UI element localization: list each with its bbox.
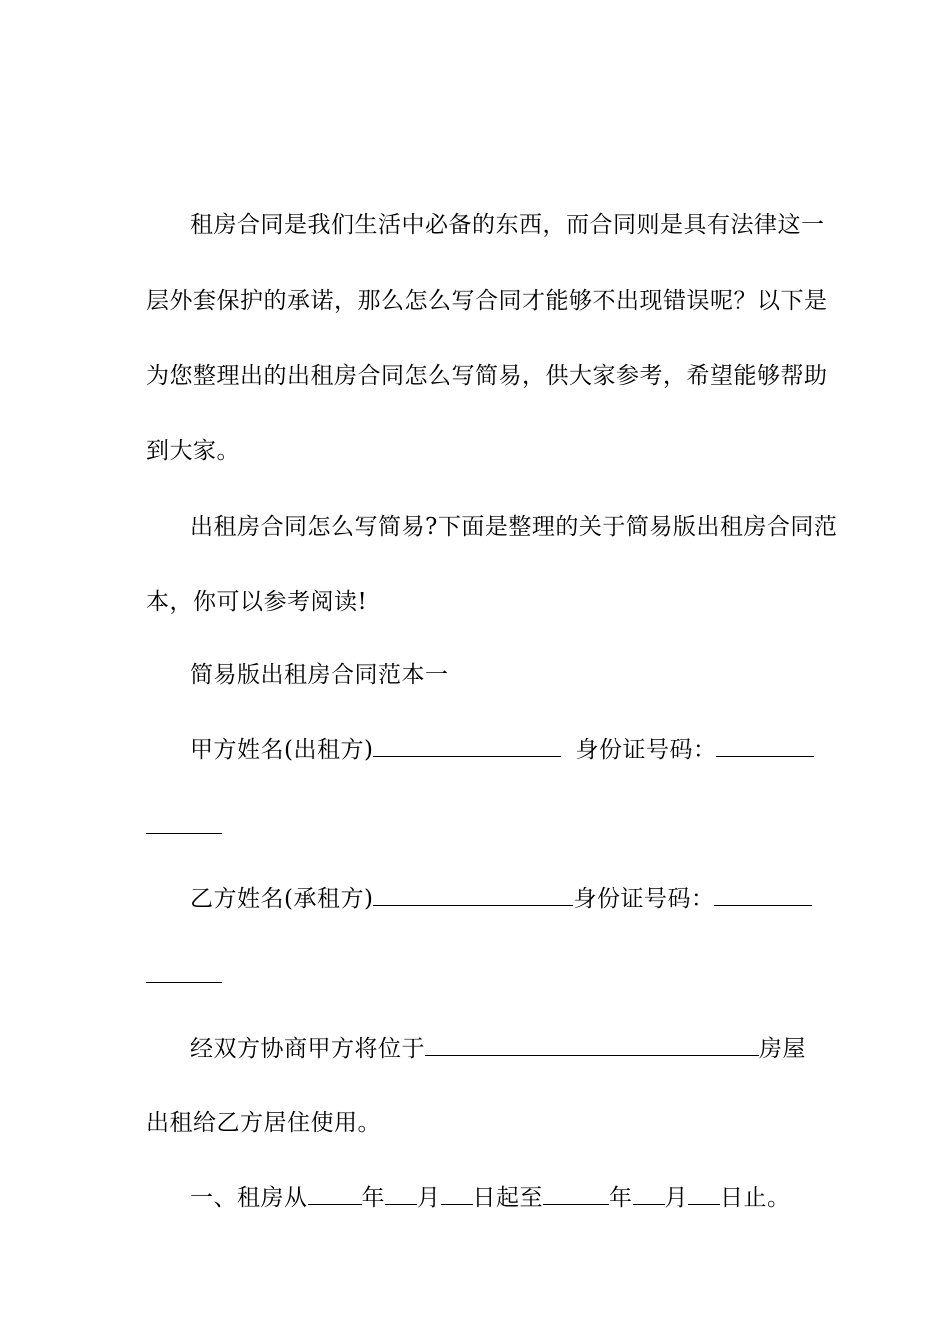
party-a-label: 甲方姓名(出租方): [190, 737, 374, 763]
agreement-suffix: 房屋: [759, 1036, 806, 1062]
para2-line-1: [190, 512, 850, 542]
intro-text-4: 到大家。: [146, 438, 240, 464]
start-day-blank: [441, 1184, 473, 1205]
party-b-id-blank-cont: [146, 962, 222, 983]
party-b-id-blank: [714, 885, 812, 906]
party-b-id-continuation: [146, 961, 806, 991]
agreement-line-1: [190, 1034, 850, 1064]
section-title-text: 简易版出租房合同范本一: [190, 662, 449, 688]
party-a-line: [190, 735, 850, 765]
party-b-label: 乙方姓名(承租方): [190, 886, 374, 912]
party-a-id-continuation: [146, 812, 806, 842]
term-year-1: 年: [361, 1185, 385, 1211]
intro-text-3: 为您整理出的出租房合同怎么写简易，供大家参考，希望能够帮助: [146, 363, 828, 389]
party-a-id-blank: [716, 736, 814, 757]
para2-text-2: 本，你可以参考阅读!: [146, 589, 368, 615]
intro-line-2: [146, 286, 828, 316]
start-year-blank: [308, 1184, 362, 1205]
agreement-text-2: 出租给乙方居住使用。: [146, 1110, 381, 1136]
party-a-name-blank: [373, 736, 561, 757]
intro-line-1: [190, 210, 850, 240]
party-b-id-label: 身份证号码：: [573, 886, 715, 912]
end-day-blank: [688, 1184, 720, 1205]
para2-line-2: [146, 587, 806, 617]
end-month-blank: [633, 1184, 665, 1205]
agreement-prefix: 经双方协商甲方将位于: [190, 1036, 425, 1062]
term-day-2: 日止。: [720, 1185, 791, 1211]
party-a-id-blank-cont: [146, 813, 222, 834]
term-day-1: 日起至: [472, 1185, 543, 1211]
intro-line-3: [146, 361, 828, 391]
end-year-blank: [543, 1184, 609, 1205]
para2-text-1: 出租房合同怎么写简易?下面是整理的关于简易版出租房合同范: [190, 514, 838, 540]
term-prefix: 一、租房从: [190, 1185, 308, 1211]
property-address-blank: [425, 1035, 759, 1056]
term-month-2: 月: [664, 1185, 688, 1211]
agreement-line-2: [146, 1108, 806, 1138]
section-title: [190, 660, 850, 690]
party-b-line: [190, 884, 850, 914]
party-a-id-label: 身份证号码：: [575, 737, 717, 763]
intro-text-2: 层外套保护的承诺，那么怎么写合同才能够不出现错误呢？以下是: [146, 288, 828, 314]
intro-text-1: 租房合同是我们生活中必备的东西，而合同则是具有法律这一: [190, 212, 825, 238]
start-month-blank: [385, 1184, 417, 1205]
term-month-1: 月: [417, 1185, 441, 1211]
party-b-name-blank: [373, 885, 573, 906]
term-line: [190, 1183, 850, 1213]
intro-line-4: [146, 436, 806, 466]
term-year-2: 年: [609, 1185, 633, 1211]
